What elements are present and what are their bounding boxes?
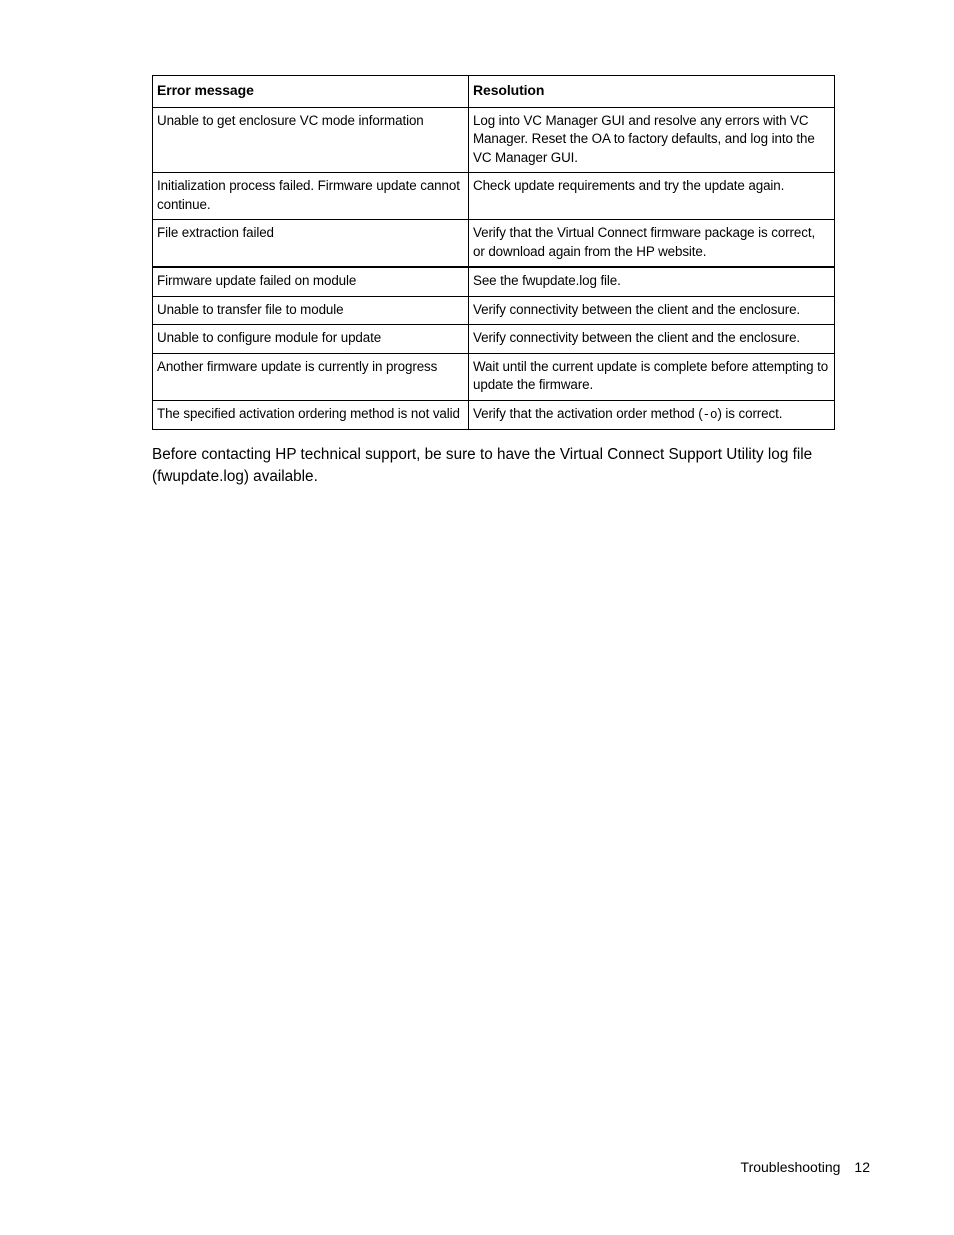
- resolution-cell: Check update requirements and try the update again.: [469, 173, 835, 220]
- error-cell: Firmware update failed on module: [153, 267, 469, 296]
- table-row: [153, 296, 835, 325]
- error-resolution-table: [152, 75, 835, 430]
- table-row: [153, 220, 835, 268]
- header-error-message: Error message: [153, 76, 469, 108]
- resolution-cell: Wait until the current update is complete before attempting to update the firmware.: [469, 353, 835, 400]
- header-resolution: Resolution: [469, 76, 835, 108]
- table-header-row: [153, 76, 835, 108]
- error-cell: Unable to get enclosure VC mode information: [153, 107, 469, 173]
- error-cell: The specified activation ordering method is not valid: [153, 400, 469, 430]
- error-cell: File extraction failed: [153, 220, 469, 268]
- table-row: [153, 325, 835, 354]
- footer-section-title: Troubleshooting: [740, 1159, 841, 1175]
- page-number: 12: [854, 1159, 870, 1175]
- resolution-cell: Verify connectivity between the client and the enclosure.: [469, 325, 835, 354]
- resolution-text: Verify that the activation order method (: [473, 405, 703, 421]
- error-cell: Initialization process failed. Firmware update cannot continue.: [153, 173, 469, 220]
- error-cell: Unable to configure module for update: [153, 325, 469, 354]
- option-code: -o: [702, 407, 718, 422]
- table-row: [153, 107, 835, 173]
- page-content: [152, 75, 834, 487]
- error-cell: Unable to transfer file to module: [153, 296, 469, 325]
- error-cell: Another firmware update is currently in progress: [153, 353, 469, 400]
- resolution-cell: [469, 400, 835, 430]
- table-row: [153, 400, 835, 430]
- table-row: [153, 353, 835, 400]
- table-row: [153, 267, 835, 296]
- resolution-cell: See the fwupdate.log file.: [469, 267, 835, 296]
- resolution-cell: Log into VC Manager GUI and resolve any errors with VC Manager. Reset the OA to factory defaults, and log into the VC Manager GUI.: [469, 107, 835, 173]
- table-row: [153, 173, 835, 220]
- resolution-cell: Verify connectivity between the client and the enclosure.: [469, 296, 835, 325]
- resolution-text: ) is correct.: [717, 405, 783, 421]
- resolution-cell: Verify that the Virtual Connect firmware package is correct, or download again from the HP website.: [469, 220, 835, 268]
- support-note: Before contacting HP technical support, be sure to have the Virtual Connect Support Utility log file (fwupdate.log) available.: [152, 446, 813, 485]
- page-footer: [741, 1158, 870, 1176]
